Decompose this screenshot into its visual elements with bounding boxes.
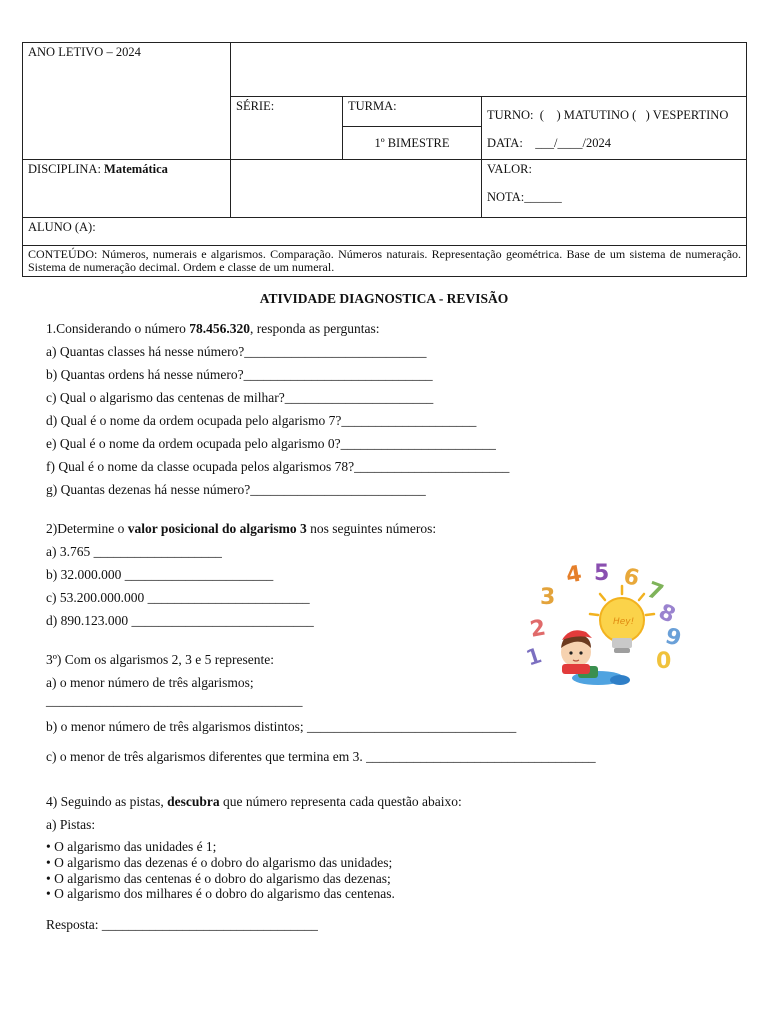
valor-nota-cell	[482, 160, 747, 218]
q1-item-a: a) Quantas classes há nesse número?___________________________	[46, 344, 427, 359]
q2-item-a: a) 3.765 ___________________	[46, 544, 222, 559]
disciplina-label: DISCIPLINA:	[28, 162, 105, 176]
conteudo-text: CONTEÚDO: Números, numerais e algarismos. Comparação. Números naturais. Representação geométrica. Base de um sistema de numeração. Sistema de numeração decimal. Ordem e classe de um numeral.	[28, 247, 742, 274]
q1-item-f: f) Qual é o nome da classe ocupada pelos algarismos 78?_______________________	[46, 459, 510, 474]
q4-bold: descubra	[167, 794, 220, 809]
q2-bold: valor posicional do algarismo 3	[127, 521, 307, 536]
q3-item-b: b) o menor número de três algarismos distintos; _______________________________	[46, 719, 517, 734]
q1-item-c: c) Qual o algarismo das centenas de milhar?______________________	[46, 390, 434, 405]
q1-number: 78.456.320	[189, 321, 250, 336]
digit-9: 9	[662, 623, 684, 652]
aluno-cell	[23, 218, 747, 246]
professor-cell	[231, 160, 482, 218]
bulb-text: Hey!	[613, 617, 635, 627]
bimestre-label: 1º BIMESTRE	[374, 135, 450, 150]
q2-item-b: b) 32.000.000 ______________________	[46, 567, 274, 582]
q4-intro-before: 4) Seguindo as pistas,	[46, 794, 168, 809]
digit-8: 8	[654, 599, 680, 629]
q4-intro	[46, 794, 462, 810]
turma-label: TURMA:	[348, 99, 397, 113]
q4-clue-2: • O algarismo das dezenas é o dobro do algarismo das unidades;	[46, 855, 393, 870]
q2-intro-before: 2)Determine o	[46, 521, 128, 536]
q4-item-a: a) Pistas:	[46, 817, 96, 832]
valor-label: VALOR:	[487, 162, 532, 176]
q2-intro-after: nos seguintes números:	[306, 521, 437, 536]
digit-6: 6	[621, 563, 642, 592]
nota-label: NOTA:______	[487, 190, 562, 204]
q4-clue-3: • O algarismo das centenas é o dobro do algarismo das dezenas;	[46, 871, 391, 886]
school-cell	[231, 43, 747, 97]
disciplina-cell	[23, 160, 231, 218]
digit-0: 0	[656, 649, 672, 674]
q1-item-d: d) Qual é o nome da ordem ocupada pelo algarismo 7?____________________	[46, 413, 477, 428]
digit-1: 1	[522, 643, 546, 672]
header-table	[22, 42, 747, 277]
q2-item-d: d) 890.123.000 ___________________________	[46, 613, 314, 628]
q4-clue-4: • O algarismo dos milhares é o dobro do algarismo das centenas.	[46, 886, 395, 901]
q3-item-a-line: ______________________________________	[46, 693, 303, 708]
q1-item-g: g) Quantas dezenas há nesse número?__________________________	[46, 482, 426, 497]
q1-intro-before: 1.Considerando o número	[46, 321, 190, 336]
q2-intro	[46, 521, 436, 537]
conteudo-cell	[23, 246, 747, 277]
q2-item-c: c) 53.200.000.000 ________________________	[46, 590, 310, 605]
turno-label: TURNO: ( ) MATUTINO ( ) VESPERTINO	[487, 107, 729, 122]
ano-letivo-cell	[23, 43, 231, 160]
q4-resposta: Resposta: ________________________________	[46, 917, 318, 932]
data-label: DATA: ___/____/2024	[487, 135, 611, 150]
q4-clue-1: • O algarismo das unidades é 1;	[46, 839, 217, 854]
digit-7: 7	[643, 577, 667, 607]
aluno-label: ALUNO (A):	[28, 220, 96, 234]
turno-data-cell	[482, 97, 747, 160]
page-title: ATIVIDADE DIAGNOSTICA - REVISÃO	[259, 291, 509, 306]
turma-cell	[343, 97, 482, 127]
serie-cell	[231, 97, 343, 160]
serie-label: SÉRIE:	[236, 99, 275, 113]
q1-intro	[46, 321, 379, 337]
q4-intro-after: que número representa cada questão abaixo:	[219, 794, 462, 809]
digit-2: 2	[528, 615, 548, 643]
digit-3: 3	[540, 585, 556, 610]
q1-intro-after: , responda as perguntas:	[249, 321, 380, 336]
numbers-bulb-illustration	[518, 556, 700, 690]
q1-item-e: e) Qual é o nome da ordem ocupada pelo algarismo 0?_______________________	[46, 436, 496, 451]
digit-4: 4	[564, 561, 584, 589]
bimestre-cell	[343, 127, 482, 160]
digit-5: 5	[594, 561, 610, 586]
q3-item-a: a) o menor número de três algarismos;	[46, 675, 254, 690]
q1-item-b: b) Quantas ordens há nesse número?____________________________	[46, 367, 433, 382]
q3-item-c: c) o menor de três algarismos diferentes que termina em 3. __________________________________	[46, 749, 596, 764]
q3-intro: 3º) Com os algarismos 2, 3 e 5 represente:	[46, 652, 275, 667]
disciplina-value: Matemática	[104, 162, 168, 176]
ano-letivo: ANO LETIVO – 2024	[28, 45, 141, 59]
